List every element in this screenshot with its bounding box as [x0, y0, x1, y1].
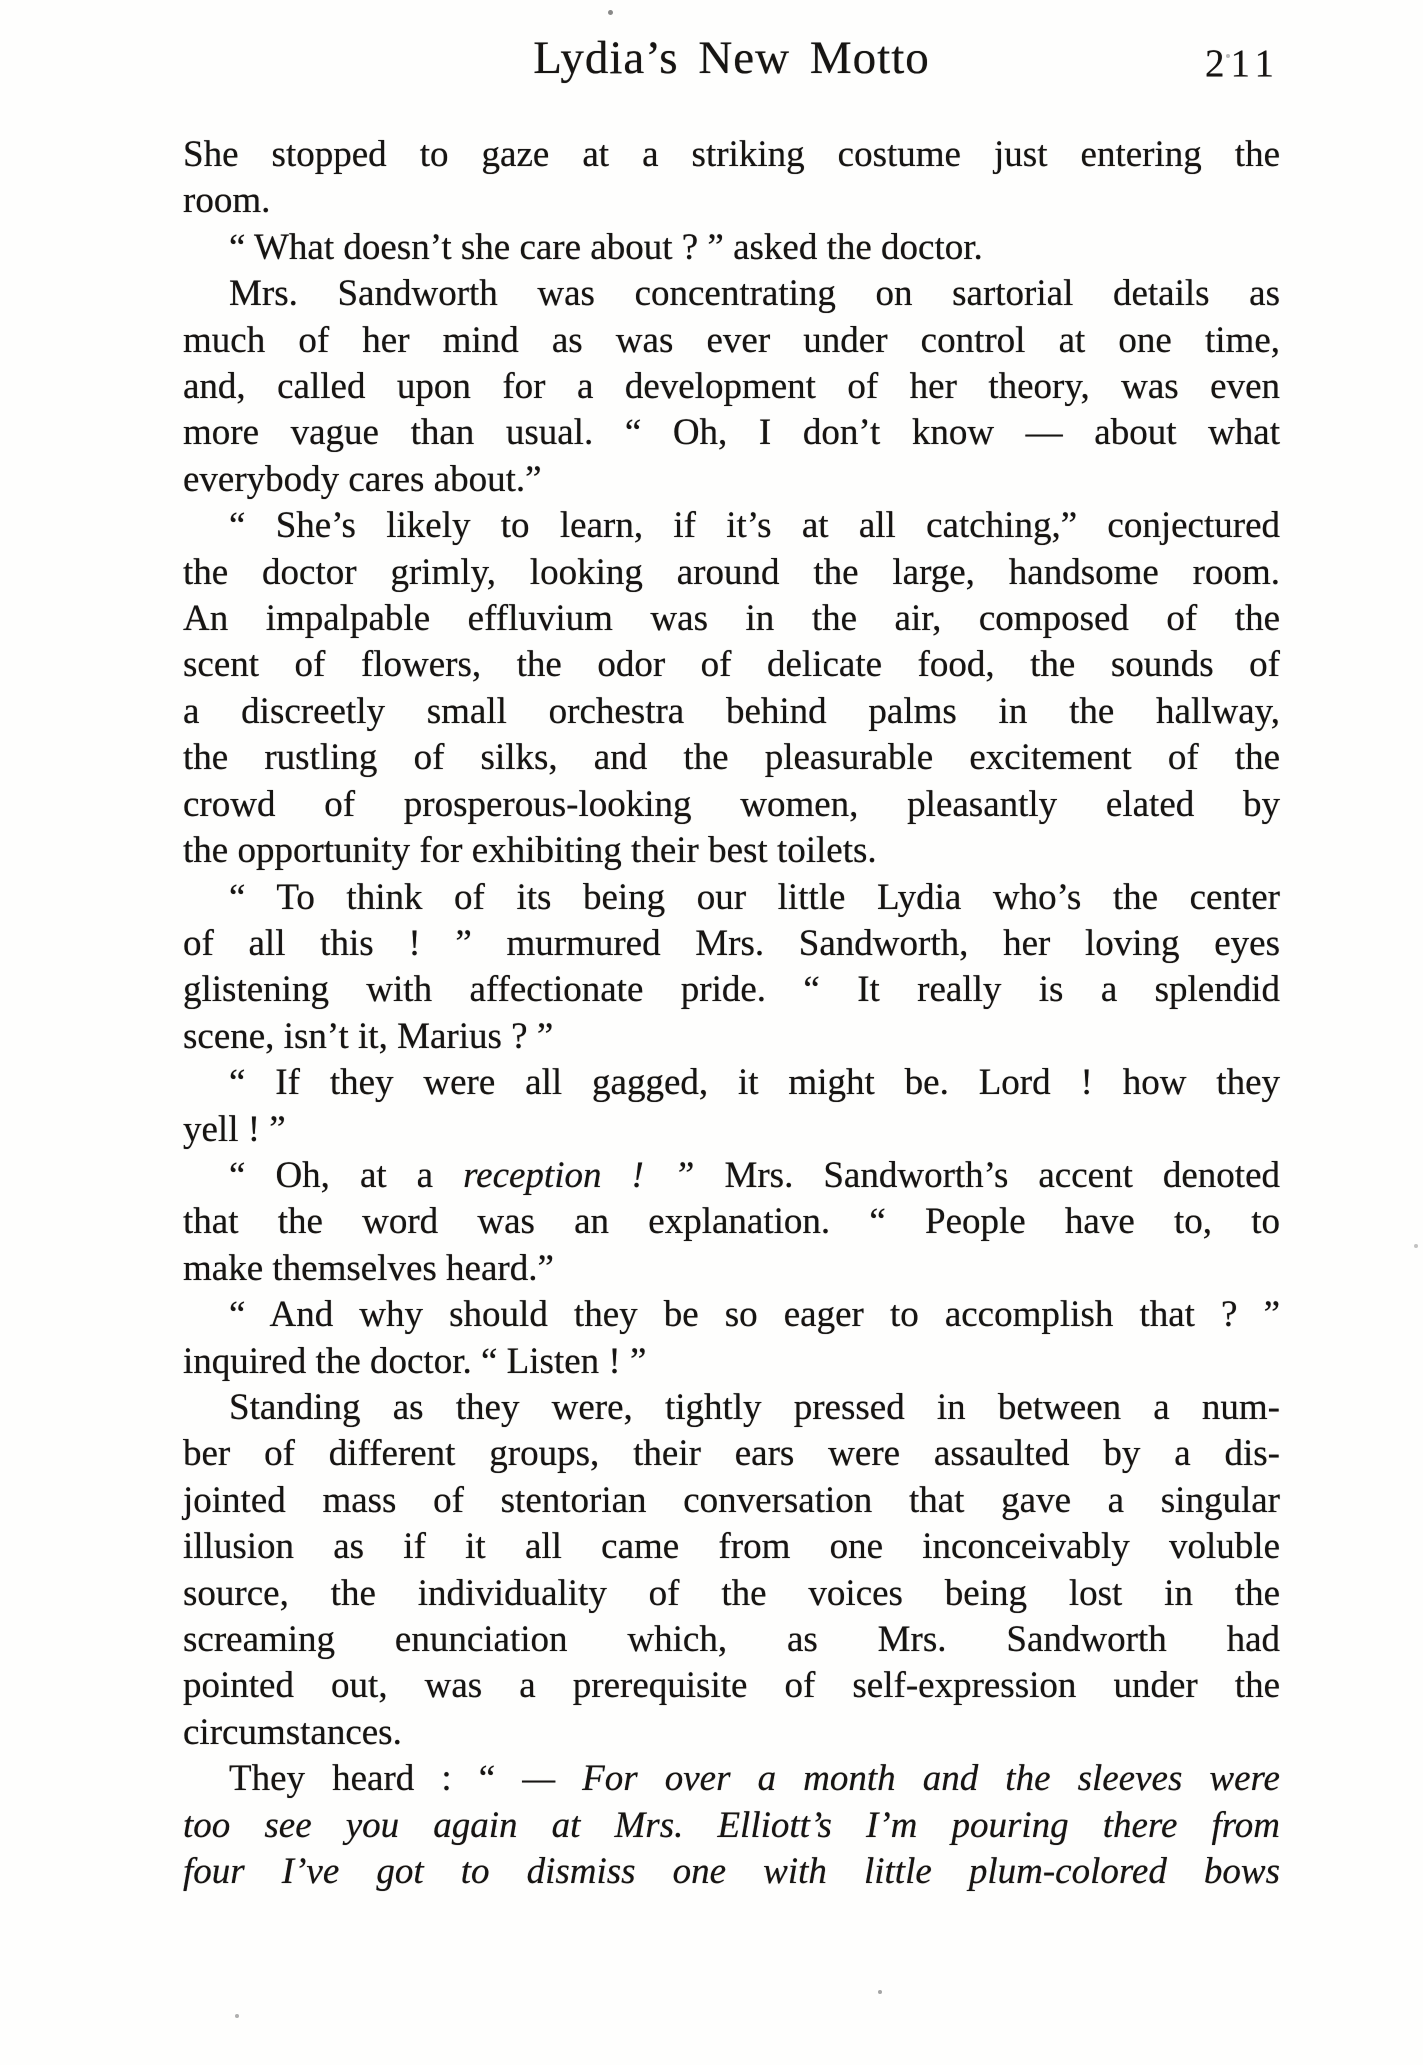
- text-line: [183, 1014, 1280, 1060]
- italic-text-segment: reception ! ”: [463, 1154, 695, 1196]
- text-line: [183, 596, 1280, 642]
- text-segment: crowd of prosperous-looking women, pleasantly elated by: [183, 783, 1280, 825]
- text-segment: much of her mind as was ever under control at one time,: [183, 319, 1280, 361]
- text-line: [183, 1803, 1280, 1849]
- text-line: [183, 132, 1280, 178]
- scan-speck: [235, 2014, 239, 2018]
- text-line: [183, 178, 1280, 224]
- text-line: [183, 410, 1280, 456]
- text-segment: circumstances.: [183, 1711, 402, 1753]
- scan-speck: [608, 10, 613, 15]
- text-segment: screaming enunciation which, as Mrs. Sandworth had: [183, 1619, 1280, 1660]
- text-segment: more vague than usual. “ Oh, I don’t know — about what: [183, 412, 1280, 454]
- italic-text-segment: too see you again at Mrs. Elliott’s I’m pouring there from: [183, 1804, 1280, 1846]
- paragraph: [183, 132, 1280, 225]
- text-segment: “ If they were all gagged, it might be. Lord ! how they: [229, 1062, 1280, 1104]
- text-line: [183, 1431, 1280, 1477]
- paragraph: [183, 875, 1280, 1061]
- text-segment: the rustling of silks, and the pleasurable excitement of the: [183, 737, 1280, 779]
- text-line: [183, 1617, 1280, 1663]
- text-segment: “ She’s likely to learn, if it’s at all catching,” conjectured: [229, 505, 1280, 547]
- text-segment: illusion as if it all came from one inconceivably voluble: [183, 1526, 1280, 1568]
- text-segment: a discreetly small orchestra behind palms in the hallway,: [183, 690, 1280, 732]
- paragraph: [183, 503, 1280, 874]
- text-segment: “ What doesn’t she care about ? ” asked the doctor.: [229, 226, 983, 268]
- paragraph: [183, 225, 1280, 271]
- text-line: [183, 1756, 1280, 1802]
- text-segment: “ And why should they be so eager to accomplish that ? ”: [229, 1294, 1280, 1336]
- text-line: [183, 318, 1280, 364]
- text-line: [183, 1153, 1280, 1199]
- text-line: [183, 225, 1280, 271]
- text-segment: the opportunity for exhibiting their best toilets.: [183, 830, 877, 872]
- text-line: [183, 1710, 1280, 1756]
- text-segment: room.: [183, 180, 271, 222]
- text-segment: ber of different groups, their ears were assaulted by a dis-: [183, 1433, 1280, 1475]
- text-segment: source, the individuality of the voices being lost in the: [183, 1572, 1280, 1614]
- italic-text-segment: — For over a month and the sleeves were: [522, 1758, 1280, 1800]
- text-segment: Mrs. Sandworth was concentrating on sartorial details as: [229, 273, 1280, 315]
- text-line: [183, 1571, 1280, 1617]
- text-line: [183, 457, 1280, 503]
- text-line: [183, 1385, 1280, 1431]
- paragraph: [183, 1060, 1280, 1153]
- text-line: [183, 828, 1280, 874]
- text-line: [183, 1663, 1280, 1709]
- text-segment: pointed out, was a prerequisite of self-expression under the: [183, 1665, 1280, 1707]
- text-line: [183, 364, 1280, 410]
- text-line: [183, 689, 1280, 735]
- paragraph: [183, 1292, 1280, 1385]
- body-text: [183, 132, 1280, 1895]
- paragraph: [183, 271, 1280, 503]
- text-segment: yell ! ”: [183, 1108, 286, 1150]
- text-line: [183, 921, 1280, 967]
- text-line: [183, 1199, 1280, 1245]
- text-line: [183, 1849, 1280, 1895]
- text-segment: glistening with affectionate pride. “ It really is a splendid: [183, 969, 1280, 1011]
- text-segment: An impalpable effluvium was in the air, composed of the: [183, 598, 1280, 640]
- text-segment: everybody cares about.”: [183, 458, 542, 500]
- page-header: [183, 28, 1280, 92]
- scan-speck: [878, 1990, 882, 1994]
- text-line: [183, 875, 1280, 921]
- paragraph: [183, 1385, 1280, 1756]
- scan-speck: [1414, 1244, 1418, 1248]
- text-line: [183, 1107, 1280, 1153]
- text-segment: Standing as they were, tightly pressed in between a num-: [229, 1386, 1280, 1428]
- text-line: [183, 782, 1280, 828]
- text-segment: that the word was an explanation. “ People have to, to: [183, 1201, 1280, 1243]
- text-line: [183, 735, 1280, 781]
- text-segment: She stopped to gaze at a striking costume just entering the: [183, 134, 1280, 175]
- text-segment: of all this ! ” murmured Mrs. Sandworth, her loving eyes: [183, 922, 1280, 964]
- text-line: [183, 1339, 1280, 1385]
- page-title: Lydia’s New Motto: [533, 32, 930, 84]
- text-segment: scent of flowers, the odor of delicate food, the sounds of: [183, 644, 1280, 686]
- text-line: [183, 1246, 1280, 1292]
- text-segment: jointed mass of stentorian conversation that gave a singular: [183, 1479, 1280, 1521]
- text-segment: inquired the doctor. “ Listen ! ”: [183, 1340, 647, 1382]
- text-line: [183, 503, 1280, 549]
- text-line: [183, 1478, 1280, 1524]
- paragraph: [183, 1756, 1280, 1895]
- text-segment: the doctor grimly, looking around the large, handsome room.: [183, 551, 1280, 593]
- text-line: [183, 271, 1280, 317]
- text-line: [183, 550, 1280, 596]
- italic-text-segment: four I’ve got to dismiss one with little plum-colored bows: [183, 1851, 1280, 1893]
- text-segment: scene, isn’t it, Marius ? ”: [183, 1015, 554, 1057]
- text-segment: make themselves heard.”: [183, 1247, 554, 1289]
- text-segment: Mrs. Sandworth’s accent denoted: [694, 1154, 1280, 1196]
- text-segment: “ Oh, at a: [229, 1154, 464, 1196]
- paragraph: [183, 1153, 1280, 1292]
- text-line: [183, 642, 1280, 688]
- text-line: [183, 967, 1280, 1013]
- text-segment: and, called upon for a development of her theory, was even: [183, 366, 1280, 408]
- text-segment: “ To think of its being our little Lydia who’s the center: [229, 876, 1280, 918]
- text-line: [183, 1524, 1280, 1570]
- text-segment: They heard : “: [229, 1758, 523, 1800]
- text-line: [183, 1292, 1280, 1338]
- page-number: 211: [1204, 42, 1280, 85]
- scan-speck: [1226, 54, 1230, 58]
- text-line: [183, 1060, 1280, 1106]
